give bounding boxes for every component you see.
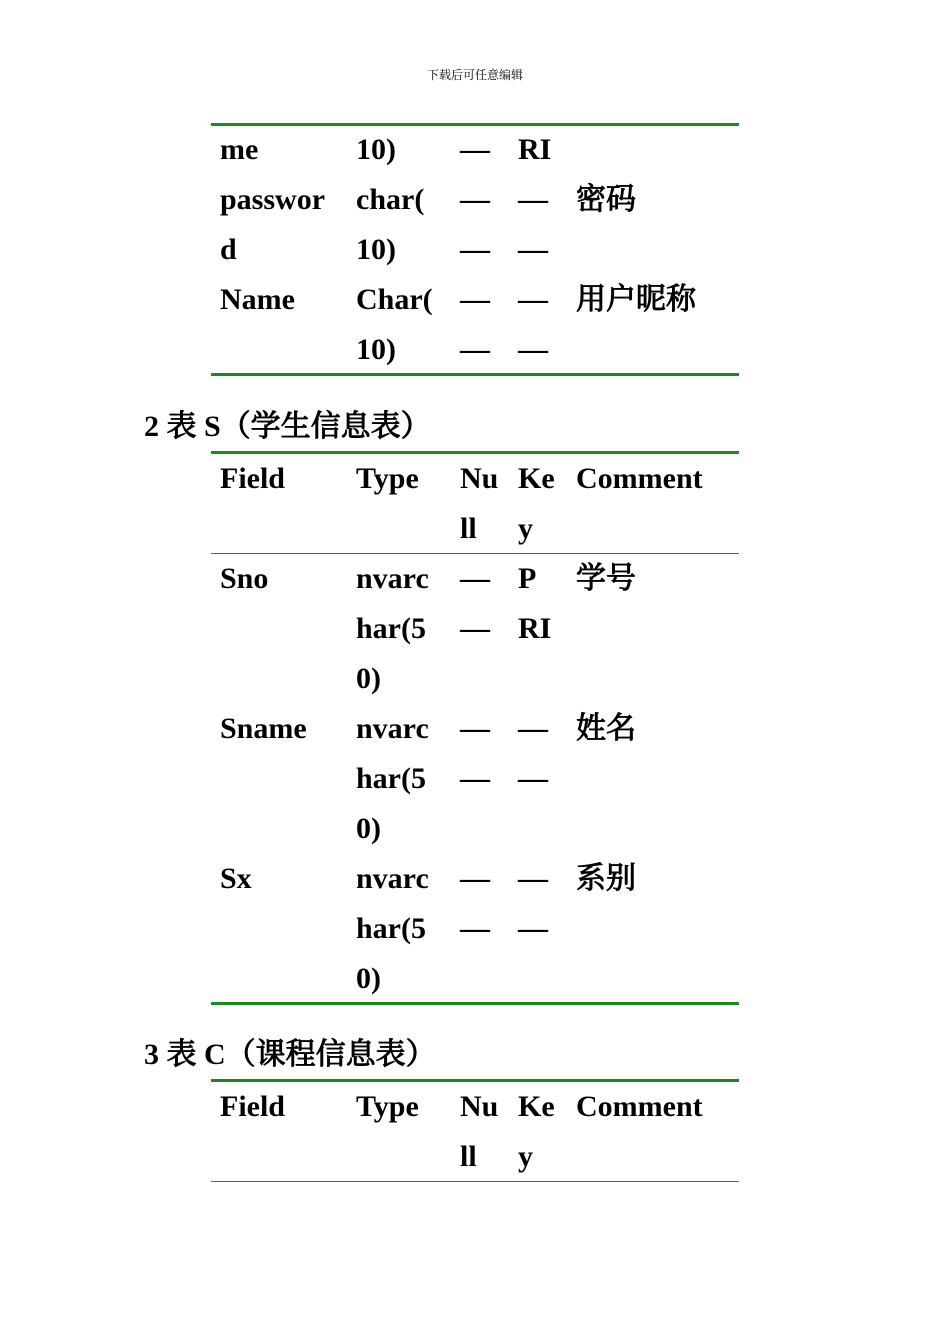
table1-row2-key: —	[518, 183, 548, 216]
table2-header-field: Field	[220, 462, 285, 495]
table2-header-key-cont: y	[518, 512, 533, 545]
table2-sx-key-cont: —	[518, 912, 548, 945]
table2-bottom-rule	[211, 1002, 739, 1005]
table2-sx-type-cont1: har(5	[356, 912, 426, 945]
table2-sno-null-cont: —	[460, 612, 490, 645]
table1-row5-type: 10)	[356, 333, 396, 366]
table1-row3-null: —	[460, 233, 490, 266]
table2-sx-null: —	[460, 862, 490, 895]
table2-sname-type-cont1: har(5	[356, 762, 426, 795]
table2-sx-field: Sx	[220, 862, 252, 895]
table1-row1-null: —	[460, 133, 490, 166]
table1-row1-type: 10)	[356, 133, 396, 166]
table2-sno-field: Sno	[220, 562, 269, 595]
table2-sx-type-cont2: 0)	[356, 962, 381, 995]
table2-sx-null-cont: —	[460, 912, 490, 945]
table2-header-key: Ke	[518, 462, 555, 495]
table2-sname-null: —	[460, 712, 490, 745]
table2-sname-type: nvarc	[356, 712, 429, 745]
table3-header-null: Nu	[460, 1090, 499, 1123]
table1-row4-type: Char(	[356, 283, 433, 316]
table2-header-null-cont: ll	[460, 512, 477, 545]
table1-row2-field: passwor	[220, 183, 326, 216]
table2-header-type: Type	[356, 462, 419, 495]
table3-header-key-cont: y	[518, 1140, 533, 1173]
table2-sname-type-cont2: 0)	[356, 812, 381, 845]
table1-row2-type: char(	[356, 183, 425, 216]
table2-sno-comment: 学号	[576, 562, 636, 595]
table2-sname-field: Sname	[220, 712, 307, 745]
table3-header-comment: Comment	[576, 1090, 703, 1123]
table2-sno-key-cont: RI	[518, 612, 552, 645]
page-header: 下载后可任意编辑	[426, 68, 523, 82]
table2-sx-type: nvarc	[356, 862, 429, 895]
table2-sx-comment: 系别	[576, 862, 636, 895]
table1-row2-null: —	[460, 183, 490, 216]
table1-row1-key: RI	[518, 133, 552, 166]
table2-sname-null-cont: —	[460, 762, 490, 795]
table1-row5-null: —	[460, 333, 490, 366]
table2-sname-key: —	[518, 712, 548, 745]
section3-heading: 3 表 C（课程信息表）	[144, 1038, 436, 1071]
table3-header-null-cont: ll	[460, 1140, 477, 1173]
table3-header-key: Ke	[518, 1090, 555, 1123]
table1-row3-key: —	[518, 233, 548, 266]
table2-sno-type: nvarc	[356, 562, 429, 595]
table1-row4-field: Name	[220, 283, 295, 316]
table1-row5-key: —	[518, 333, 548, 366]
table3-header-type: Type	[356, 1090, 419, 1123]
table2-sno-null: —	[460, 562, 490, 595]
table1-row4-comment: 用户昵称	[576, 283, 696, 316]
table3-header-field: Field	[220, 1090, 285, 1123]
table2-sname-key-cont: —	[518, 762, 548, 795]
table2-header-comment: Comment	[576, 462, 703, 495]
table2-sno-type-cont1: har(5	[356, 612, 426, 645]
table1-bottom-rule	[211, 373, 739, 376]
table2-sname-comment: 姓名	[576, 712, 636, 745]
table1-row3-type: 10)	[356, 233, 396, 266]
table1-row4-key: —	[518, 283, 548, 316]
table2-sno-key: P	[518, 562, 537, 595]
section2-heading: 2 表 S（学生信息表）	[144, 410, 431, 443]
table2-sx-key: —	[518, 862, 548, 895]
table1-row2-comment: 密码	[576, 183, 636, 216]
table1-row3-field: d	[220, 233, 237, 266]
table1-row4-null: —	[460, 283, 490, 316]
table2-sno-type-cont2: 0)	[356, 662, 381, 695]
table3-header-rule	[211, 1181, 739, 1182]
table2-header-null: Nu	[460, 462, 499, 495]
table1-row1-field: me	[220, 133, 259, 166]
